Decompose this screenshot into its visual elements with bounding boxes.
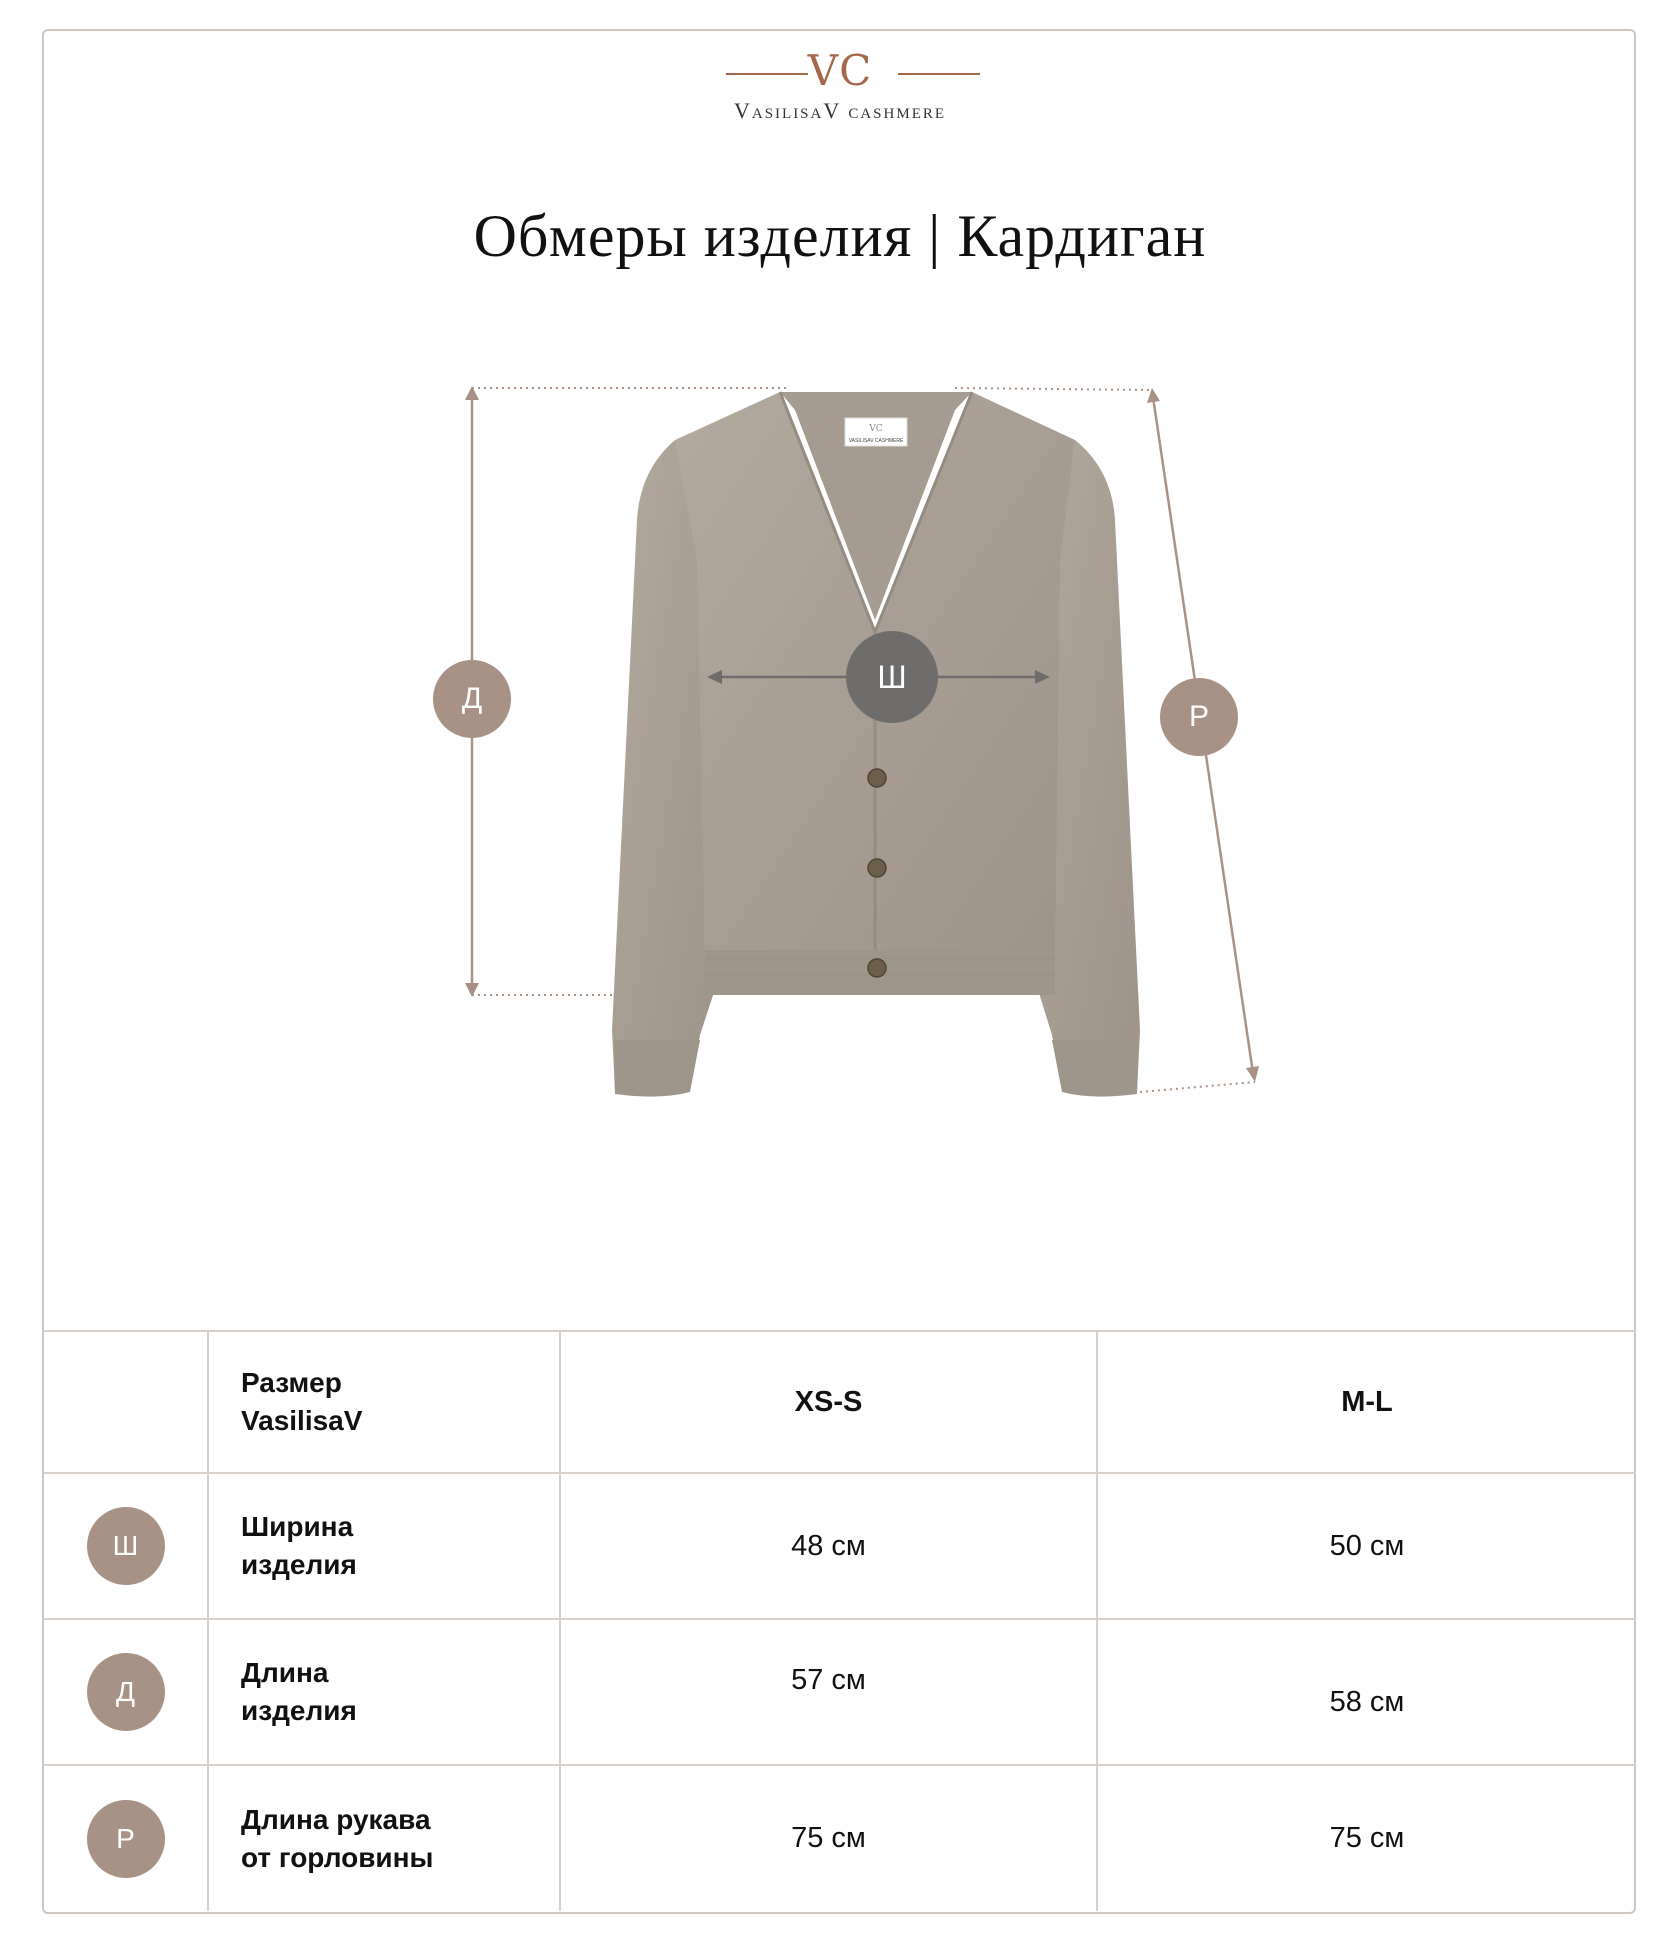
size-xs-s: XS-S xyxy=(560,1331,1097,1473)
row-label-line1: Длина рукава xyxy=(241,1803,431,1835)
row-label-line2: изделия xyxy=(241,1549,357,1580)
cardigan-shape xyxy=(612,392,1140,1097)
row-label-line1: Ширина xyxy=(241,1511,354,1542)
garment-label-mark: VC xyxy=(869,424,883,434)
value-cell: 48 см xyxy=(560,1473,1097,1619)
logo-brand-name: VasilisaV cashmere xyxy=(733,98,947,123)
size-table xyxy=(44,1330,1636,1911)
size-label-cell xyxy=(208,1331,560,1473)
page-title: Обмеры изделия | Кардиган xyxy=(473,203,1207,269)
length-row-badge: Д xyxy=(87,1653,165,1731)
row-label-line2: от горловины xyxy=(241,1841,434,1873)
width-row-badge: Ш xyxy=(87,1507,165,1585)
length-badge: Д xyxy=(433,660,511,738)
size-label: Размер VasilisaV xyxy=(241,1367,363,1436)
table-row xyxy=(44,1473,1636,1619)
value-cell: 50 см xyxy=(1097,1473,1636,1619)
sleeve-badge: Р xyxy=(1160,678,1238,756)
garment-label-brand: VASILISAV CASHMERE xyxy=(848,438,904,444)
width-badge: Ш xyxy=(846,631,938,723)
table-row xyxy=(44,1765,1636,1911)
row-label-line2: изделия xyxy=(241,1695,357,1726)
table-header-row xyxy=(44,1331,1636,1473)
value-cell: 75 см xyxy=(560,1765,1097,1911)
value-cell: 58 см xyxy=(1097,1619,1636,1765)
size-m-l: M-L xyxy=(1097,1331,1636,1473)
value-cell: 75 см xyxy=(1097,1765,1636,1911)
sleeve-row-badge: Р xyxy=(87,1800,165,1878)
logo-mark: VC xyxy=(807,46,873,95)
table-row xyxy=(44,1619,1636,1765)
value-cell: 57 см xyxy=(560,1619,1097,1765)
row-label-line1: Длина xyxy=(241,1657,329,1688)
